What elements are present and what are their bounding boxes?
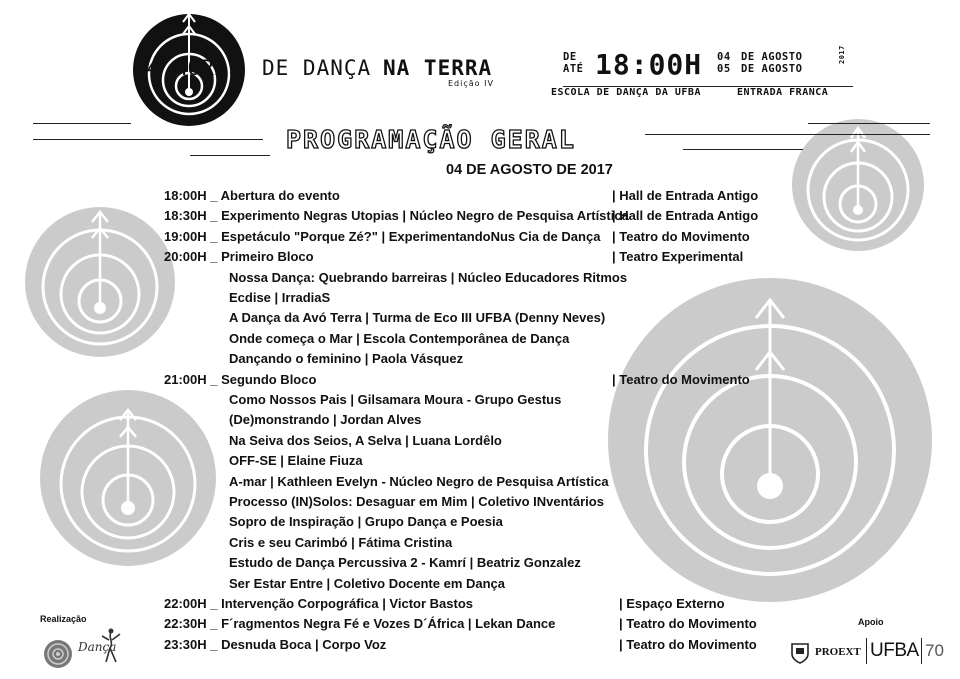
anos-logo: 70	[925, 641, 944, 660]
schedule-performance: OFF-SE | Elaine Fiuza	[229, 453, 363, 468]
end-day: 05	[717, 63, 731, 75]
proext-logo: PROEXT	[815, 646, 861, 658]
month-1: DE AGOSTO	[741, 51, 803, 63]
schedule-performance: (De)monstrando | Jordan Alves	[229, 412, 422, 427]
schedule-performance: Onde começa o Mar | Escola Contemporânea de Dança	[229, 331, 570, 346]
event-year: 2017	[838, 45, 846, 64]
schedule-time-slot: 22:30H _ F´ragmentos Negra Fé e Vozes D´África | Lekan Dance	[164, 616, 556, 631]
ufba-logo: UFBA	[870, 640, 919, 661]
schedule-venue: | Espaço Externo	[619, 596, 725, 611]
de-label: DE	[563, 51, 577, 63]
footer-divider	[866, 638, 867, 664]
realizacao-label: Realização	[40, 614, 87, 624]
disc-logo-icon	[42, 638, 74, 670]
schedule-performance: Dançando o feminino | Paola Vásquez	[229, 351, 464, 366]
schedule-performance: Na Seiva dos Seios, A Selva | Luana Lordêlo	[229, 433, 502, 448]
dancer-figure-icon	[100, 628, 122, 666]
schedule-venue: | Teatro do Movimento	[619, 616, 757, 631]
schedule-performance: Como Nossos Pais | Gilsamara Moura - Grupo Gestus	[229, 392, 562, 407]
schedule-venue: | Teatro do Movimento	[612, 372, 750, 387]
ate-label: ATÉ	[563, 63, 584, 75]
schedule-time-slot: 23:30H _ Desnuda Boca | Corpo Voz	[164, 637, 387, 652]
schedule-performance: Cris e seu Carimbó | Fátima Cristina	[229, 535, 453, 550]
program-date: 04 DE AGOSTO DE 2017	[446, 162, 613, 178]
event-time: 18:00H	[595, 48, 703, 81]
schedule-performance: Nossa Dança: Quebrando barreiras | Núcleo Educadores Ritmos	[229, 270, 628, 285]
schedule-venue: | Teatro Experimental	[612, 249, 744, 264]
program-title: PROGRAMAÇÃO GERAL	[286, 125, 576, 154]
edition-label: Edição IV	[448, 79, 494, 88]
schedule-performance: A Dança da Avó Terra | Turma de Eco III UFBA (Denny Neves)	[229, 310, 606, 325]
coat-of-arms-icon	[790, 642, 810, 664]
schedule-performance: Sopro de Inspiração | Grupo Dança e Poesia	[229, 514, 503, 529]
schedule-performance: Ser Estar Entre | Coletivo Docente em Dança	[229, 576, 506, 591]
entry-label: ENTRADA FRANCA	[737, 87, 829, 98]
schedule-time-slot: 19:00H _ Espetáculo "Porque Zé?" | ExperimentandoNus Cia de Dança	[164, 229, 601, 244]
schedule-time-slot: 22:00H _ Intervenção Corpográfica | Victor Bastos	[164, 596, 474, 611]
schedule-time-slot: 21:00H _ Segundo Bloco	[164, 372, 317, 387]
venue-label: ESCOLA DE DANÇA DA UFBA	[551, 87, 701, 98]
month-2: DE AGOSTO	[741, 63, 803, 75]
schedule-time-slot: 18:30H _ Experimento Negras Utopias | Núcleo Negro de Pesquisa Artística	[164, 208, 629, 223]
event-title-post: NA TERRA	[383, 56, 493, 80]
schedule-venue: | Hall de Entrada Antigo	[612, 208, 759, 223]
schedule-venue: | Hall de Entrada Antigo	[612, 188, 759, 203]
footer-divider	[921, 638, 922, 664]
schedule-venue: | Teatro do Movimento	[619, 637, 757, 652]
schedule-performance: A-mar | Kathleen Evelyn - Núcleo Negro de Pesquisa Artística	[229, 474, 609, 489]
schedule-performance: Estudo de Dança Percussiva 2 - Kamrí | Beatriz Gonzalez	[229, 555, 581, 570]
schedule-performance: Processo (IN)Solos: Desaguar em Mim | Coletivo INventários	[229, 494, 604, 509]
schedule-time-slot: 18:00H _ Abertura do evento	[164, 188, 340, 203]
start-day: 04	[717, 51, 731, 63]
event-title-pre: DE DANÇA	[262, 56, 372, 80]
schedule-time-slot: 20:00H _ Primeiro Bloco	[164, 249, 314, 264]
apoio-label: Apoio	[858, 617, 884, 627]
schedule-venue: | Teatro do Movimento	[612, 229, 750, 244]
schedule-performance: Ecdise | IrradiaS	[229, 290, 331, 305]
logo-text: 24 HORAS	[133, 56, 243, 80]
escola-danca-logo-text: Dança	[78, 640, 117, 654]
